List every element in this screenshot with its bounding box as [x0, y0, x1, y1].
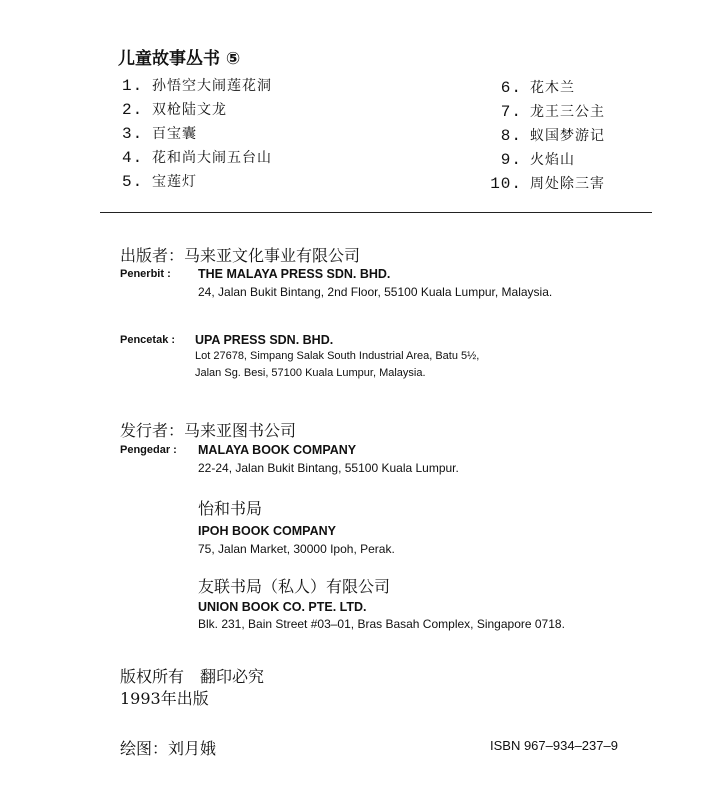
- edition-year: 1993年出版: [120, 689, 209, 708]
- distributor-cn-label: 发行者：: [120, 421, 185, 440]
- rights-notice: 版权所有 翻印必究: [120, 667, 265, 686]
- list-item: 10. 周处除三害: [490, 175, 605, 193]
- union-name: UNION BOOK CO. PTE. LTD.: [198, 600, 367, 614]
- list-item: 9. 火焰山: [500, 151, 575, 169]
- book-list-left: [122, 74, 272, 194]
- list-item: 7. 龙王三公主: [500, 103, 605, 121]
- list-item: 4. 花和尚大闹五台山: [122, 149, 272, 167]
- illustrator: 绘图：刘月娥: [120, 739, 217, 758]
- union-address: Blk. 231, Bain Street #03–01, Bras Basah Complex, Singapore 0718.: [198, 617, 565, 631]
- printer-label: Pencetak :: [120, 334, 176, 346]
- printer-address-line2: Jalan Sg. Besi, 57100 Kuala Lumpur, Malaysia.: [195, 367, 426, 379]
- ipoh-name: IPOH BOOK COMPANY: [198, 524, 336, 538]
- distributor-cn: [120, 418, 296, 441]
- publisher-name: THE MALAYA PRESS SDN. BHD.: [198, 267, 391, 281]
- distributor-label: Pengedar :: [120, 444, 177, 456]
- publisher-cn-name: 马来亚文化事业有限公司: [184, 246, 361, 265]
- list-item: 5. 宝莲灯: [122, 173, 197, 191]
- printer-name: UPA PRESS SDN. BHD.: [195, 333, 334, 347]
- distributor-name: MALAYA BOOK COMPANY: [198, 443, 357, 457]
- ipoh-cn-name: 怡和书局: [198, 499, 263, 518]
- distributor-address: 22-24, Jalan Bukit Bintang, 55100 Kuala Lumpur.: [198, 461, 459, 475]
- series-title: 儿童故事丛书 ⑤: [118, 49, 241, 69]
- isbn: ISBN 967–934–237–9: [490, 738, 618, 753]
- union-cn-name: 友联书局（私人）有限公司: [198, 577, 391, 596]
- book-list-right: [490, 76, 605, 196]
- list-item: 2. 双枪陆文龙: [122, 101, 227, 119]
- distributor-cn-name: 马来亚图书公司: [184, 421, 297, 440]
- ipoh-address: 75, Jalan Market, 30000 Ipoh, Perak.: [198, 542, 395, 556]
- publisher-label: Penerbit :: [120, 268, 171, 280]
- list-item: 6. 花木兰: [500, 79, 575, 97]
- publisher-cn: [120, 243, 360, 266]
- publisher-cn-label: 出版者：: [120, 246, 185, 265]
- publisher-address: 24, Jalan Bukit Bintang, 2nd Floor, 55100 Kuala Lumpur, Malaysia.: [198, 285, 553, 299]
- list-item: 8. 蚁国梦游记: [500, 127, 605, 145]
- list-item: 1. 孙悟空大闹莲花洞: [122, 77, 272, 95]
- list-item: 3. 百宝囊: [122, 125, 197, 143]
- divider: [100, 212, 652, 213]
- printer-address-line1: Lot 27678, Simpang Salak South Industrial Area, Batu 5½,: [195, 350, 480, 362]
